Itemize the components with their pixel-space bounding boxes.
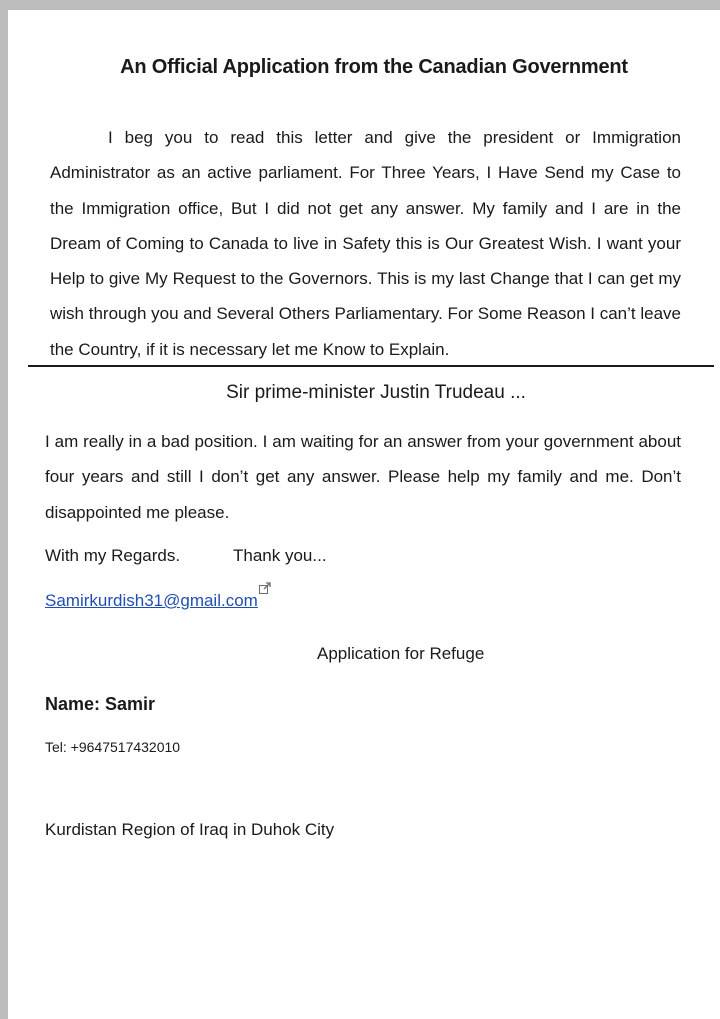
external-link-icon[interactable]: [259, 579, 271, 591]
page-title: An Official Application from the Canadian Government: [120, 56, 628, 78]
letter-page: [8, 10, 720, 1019]
applicant-tel: Tel: +9647517432010: [45, 739, 181, 755]
application-for: Application for Refuge: [317, 644, 485, 663]
body-paragraph: I am really in a bad position. I am waiting for an answer from your government about four years and still I don’t get any answer. Please help my family and me. Don’t disappointed me please.: [45, 432, 681, 522]
regards-text: With my Regards.: [45, 546, 181, 565]
salutation: Sir prime-minister Justin Trudeau ...: [226, 382, 526, 403]
thanks-text: Thank you...: [233, 546, 327, 565]
applicant-name: Name: Samir: [45, 694, 156, 714]
intro-paragraph: I beg you to read this letter and give the president or Immigration Administrator as an active parliament. For Three Years, I Have Send my Case to the Immigration office, But I did not get any answer. My family and I are in the Dream of Coming to Canada to live in Safety this is Our Greatest Wish. I want your Help to give My Request to the Governors. This is my last Change that I can get my wish through you and Several Others Parliamentary. For Some Reason I can’t leave the Country, if it is necessary let me Know to Explain.: [50, 128, 681, 359]
email-row: [45, 591, 271, 611]
email-link[interactable]: Samirkurdish31@gmail.com: [45, 591, 258, 610]
section-divider: [28, 365, 714, 367]
closing-row: [45, 546, 327, 566]
applicant-address: Kurdistan Region of Iraq in Duhok City: [45, 820, 335, 839]
